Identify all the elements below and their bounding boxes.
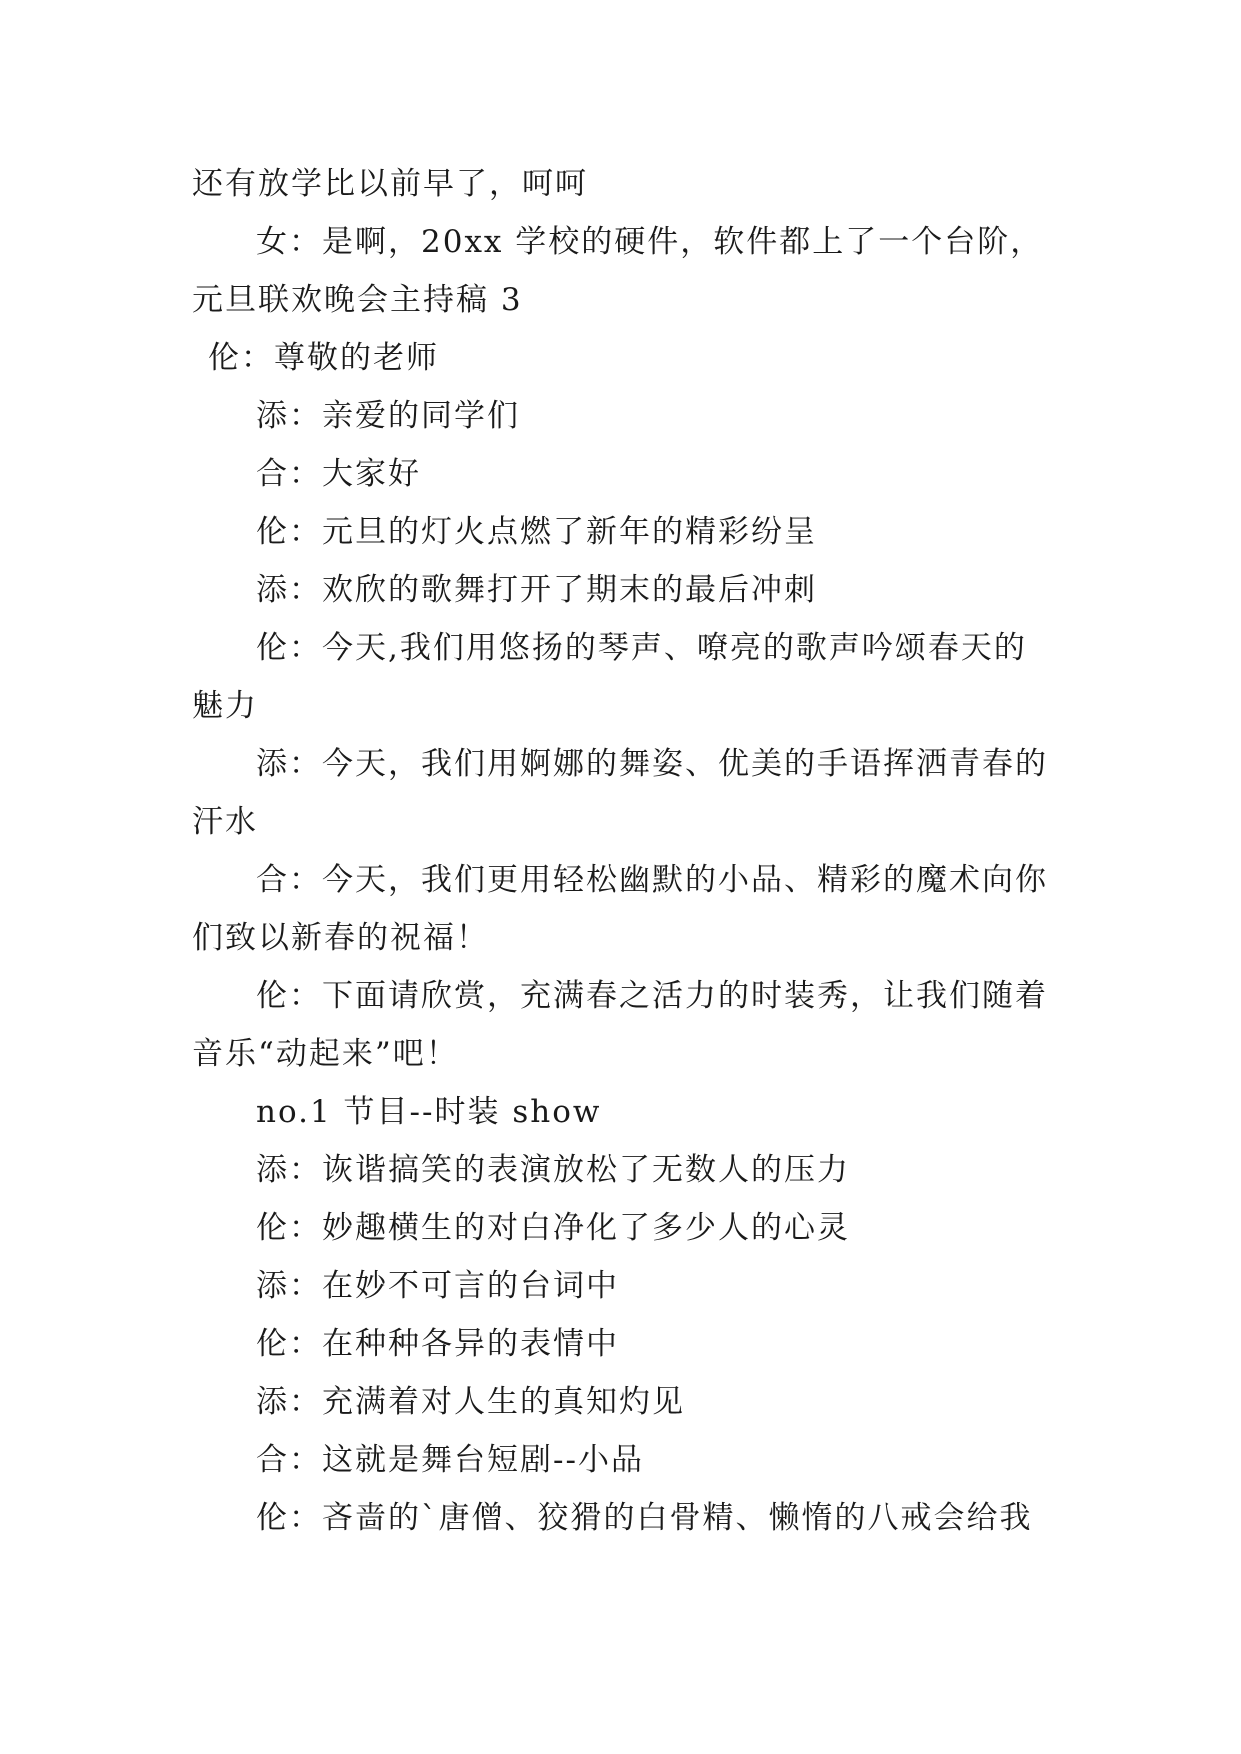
text-line: 魅力 <box>192 688 258 724</box>
text-line: 伦：元旦的灯火点燃了新年的精彩纷呈 <box>256 514 817 550</box>
text-line: 添：诙谐搞笑的表演放松了无数人的压力 <box>256 1152 850 1188</box>
program-item: no.1 节目--时装 show <box>256 1094 602 1130</box>
text-line: 们致以新春的祝福！ <box>192 920 489 956</box>
text-line: 添：充满着对人生的真知灼见 <box>256 1384 685 1420</box>
text-line: 合：大家好 <box>256 456 421 492</box>
text-line: 伦：尊敬的老师 <box>208 340 439 376</box>
text-line: 汗水 <box>192 804 258 840</box>
document-body <box>192 155 1052 1547</box>
section-title: 元旦联欢晚会主持稿 3 <box>192 282 523 318</box>
text-line: 添：亲爱的同学们 <box>256 398 520 434</box>
text-line: 伦：妙趣横生的对白净化了多少人的心灵 <box>256 1210 850 1246</box>
text-line: 还有放学比以前早了，呵呵 <box>192 166 588 202</box>
text-line: 伦：下面请欣赏，充满春之活力的时装秀，让我们随着 <box>256 978 1048 1014</box>
text-line: 添：在妙不可言的台词中 <box>256 1268 619 1304</box>
text-line: 伦：在种种各异的表情中 <box>256 1326 619 1362</box>
text-line: 合：今天，我们更用轻松幽默的小品、精彩的魔术向你 <box>256 862 1048 898</box>
text-line: 合：这就是舞台短剧--小品 <box>256 1442 644 1478</box>
text-line: 添：今天，我们用婀娜的舞姿、优美的手语挥洒青春的 <box>256 746 1048 782</box>
text-line: 伦：今天,我们用悠扬的琴声、嘹亮的歌声吟颂春天的 <box>256 630 1027 666</box>
text-line: 伦：吝啬的`唐僧、狡猾的白骨精、懒惰的八戒会给我 <box>256 1500 1033 1536</box>
text-line: 添：欢欣的歌舞打开了期末的最后冲刺 <box>256 572 817 608</box>
text-line: 音乐“动起来”吧！ <box>192 1036 459 1072</box>
text-line: 女：是啊，20xx 学校的硬件，软件都上了一个台阶， <box>256 224 1044 260</box>
